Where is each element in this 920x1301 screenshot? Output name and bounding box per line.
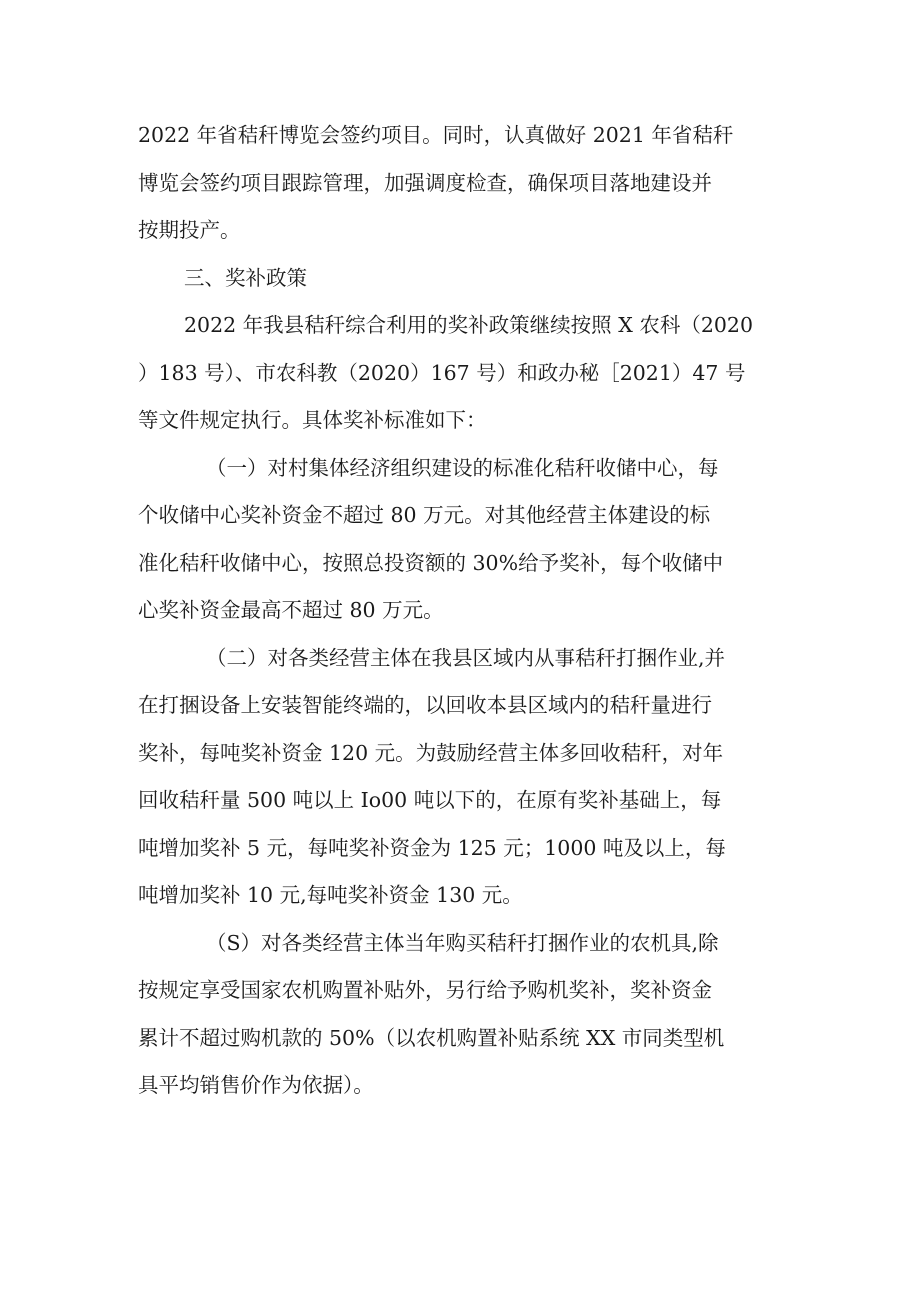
text-line: 按规定享受国家农机购置补贴外，另行给予购机奖补，奖补资金 [138,978,712,1002]
text-line: （一）对村集体经济组织建设的标准化秸秆收储中心，每 [206,455,719,480]
text-line: 吨增加奖补 10 元,每吨奖补资金 130 元。 [138,883,523,907]
text-line: 累计不超过购机款的 50%（以农机购置补贴系统 XX 市同类型机 [138,1025,725,1050]
paragraph-item-2 [138,635,788,920]
text-line: 按期投产。 [138,218,241,242]
text-line: 2022 年我县秸秆综合利用的奖补政策继续按照 X 农科（2020 [184,313,753,337]
text-line: （二）对各类经营主体在我县区域内从事秸秆打捆作业,并 [206,645,726,670]
text-line: 在打捆设备上安装智能终端的，以回收本县区域内的秸秆量进行 [138,693,712,717]
paragraph-contract-projects [138,112,788,255]
text-line: 奖补，每吨奖补资金 120 元。为鼓励经营主体多回收秸秆，对年 [138,740,724,765]
text-line: 准化秸秆收储中心，按照总投资额的 30%给予奖补，每个收储中 [138,550,724,575]
paragraph-item-3 [138,920,788,1110]
text-line: 心奖补资金最高不超过 80 万元。 [138,598,444,622]
text-line: 2022 年省秸秆博览会签约项目。同时，认真做好 2021 年省秸秆 [138,123,734,147]
section-heading-reward-policy [138,255,788,303]
section-heading-text: 三、奖补政策 [184,265,307,290]
paragraph-policy-intro [138,302,788,445]
text-line: 回收秸秆量 500 吨以上 Io00 吨以下的，在原有奖补基础上，每 [138,788,722,812]
text-line: 等文件规定执行。具体奖补标准如下： [138,408,487,432]
text-line: ）183 号）、市农科教（2020）167 号）和政办秘［2021）47 号 [138,360,746,385]
text-line: 博览会签约项目跟踪管理，加强调度检查，确保项目落地建设并 [138,170,712,195]
document-body [138,112,788,1110]
paragraph-item-1 [138,445,788,635]
text-line: 个收储中心奖补资金不超过 80 万元。对其他经营主体建设的标 [138,503,711,527]
text-line: 具平均销售价作为依据）。 [138,1073,374,1097]
text-line: （S）对各类经营主体当年购买秸秆打捆作业的农机具,除 [206,930,719,955]
text-line: 吨增加奖补 5 元，每吨奖补资金为 125 元；1000 吨及以上，每 [138,835,726,860]
